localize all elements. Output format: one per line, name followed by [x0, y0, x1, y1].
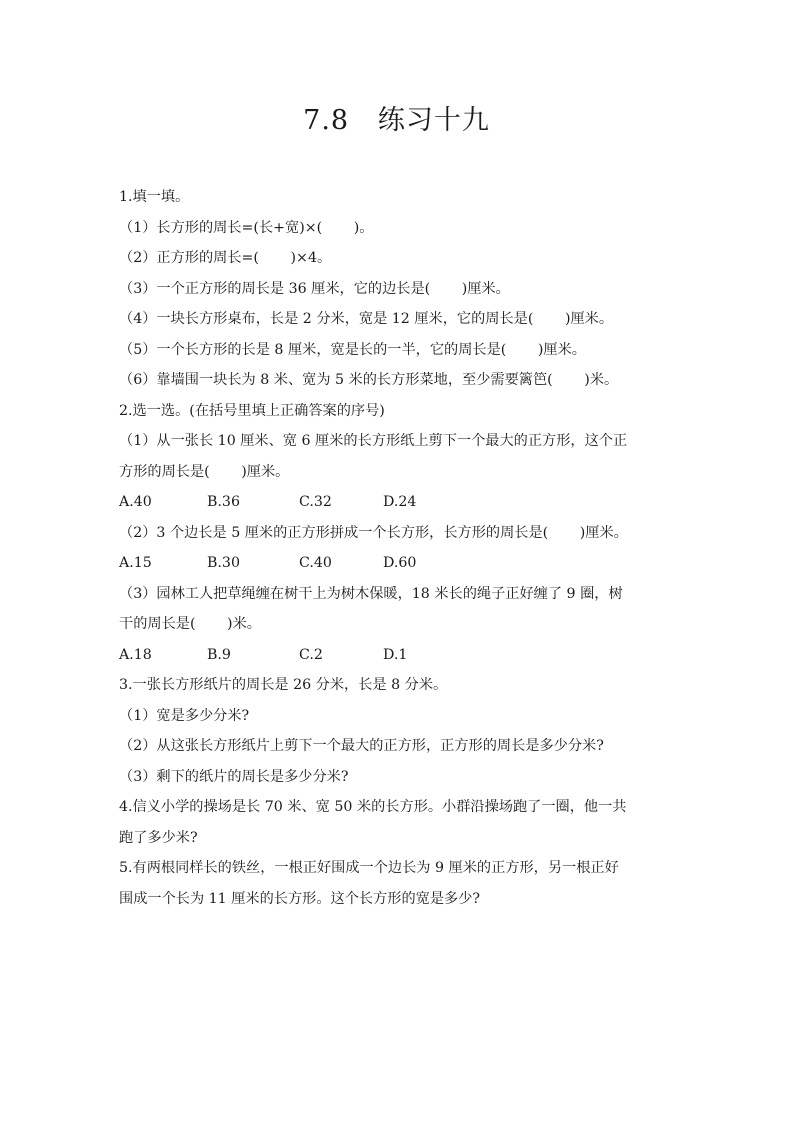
option-d: D.24: [383, 494, 417, 510]
q3-heading: 3.一张长方形纸片的周长是 26 分米，长是 8 分米。: [119, 677, 448, 693]
q2-sub3-line1: （3）园林工人把草绳缠在树干上为树木保暖，18 米长的绳子正好缠了 9 圈，树: [119, 585, 623, 602]
q1-item-3: （3）一个正方形的周长是 36 厘米，它的边长是( )厘米。: [119, 280, 510, 297]
q4-line2: 跑了多少米?: [119, 829, 198, 846]
q5-line1: 5.有两根同样长的铁丝，一根正好围成一个边长为 9 厘米的正方形，另一根正好: [119, 860, 619, 876]
q1-item-6: （6）靠墙围一块长为 8 米、宽为 5 米的长方形菜地，至少需要篱笆( )米。: [119, 372, 619, 388]
option-d: D.1: [383, 646, 408, 663]
q1-item-4: （4）一块长方形桌布，长是 2 分米，宽是 12 厘米，它的周长是( )厘米。: [119, 311, 614, 327]
q1-heading: 1.填一填。: [119, 189, 190, 205]
option-b: B.9: [207, 646, 231, 663]
option-c: C.32: [299, 494, 332, 510]
q2-heading: 2.选一选。(在括号里填上正确答案的序号): [119, 402, 385, 419]
q3-item-3: （3）剩下的纸片的周长是多少分米?: [119, 768, 349, 785]
q5-line2: 围成一个长为 11 厘米的长方形。这个长方形的宽是多少?: [119, 890, 480, 907]
option-a: A.40: [119, 494, 152, 510]
worksheet-content: [119, 182, 679, 914]
q1-item-2: （2）正方形的周长=( )×4。: [119, 250, 332, 266]
page-title: 7.8 练习十九: [303, 105, 490, 136]
q2-sub3-line2: 干的周长是( )米。: [119, 616, 261, 632]
option-b: B.30: [207, 555, 240, 571]
q1-item-5: （5）一个长方形的长是 8 厘米，宽是长的一半，它的周长是( )厘米。: [119, 341, 586, 358]
q1-item-1: （1）长方形的周长=(长+宽)×( )。: [119, 219, 374, 236]
q2-sub1-line1: （1）从一张长 10 厘米、宽 6 厘米的长方形纸上剪下一个最大的正方形，这个正: [119, 433, 628, 449]
q2-sub1-line2: 方形的周长是( )厘米。: [119, 463, 290, 480]
q4-line1: 4.信义小学的操场是长 70 米、宽 50 米的长方形。小群沿操场跑了一圈，他一共: [119, 799, 627, 815]
q3-item-2: （2）从这张长方形纸片上剪下一个最大的正方形，正方形的周长是多少分米?: [119, 738, 604, 754]
option-c: C.2: [299, 646, 323, 663]
q3-item-1: （1）宽是多少分米?: [119, 707, 250, 724]
q2-sub2-options: [119, 548, 679, 579]
option-a: A.15: [119, 555, 152, 571]
option-d: D.60: [383, 555, 417, 571]
option-b: B.36: [207, 494, 240, 510]
option-c: C.40: [299, 555, 332, 571]
option-a: A.18: [119, 646, 152, 663]
q2-sub2-line1: （2）3 个边长是 5 厘米的正方形拼成一个长方形，长方形的周长是( )厘米。: [119, 524, 628, 541]
q2-sub1-options: [119, 487, 679, 518]
q2-sub3-options: [119, 640, 679, 671]
